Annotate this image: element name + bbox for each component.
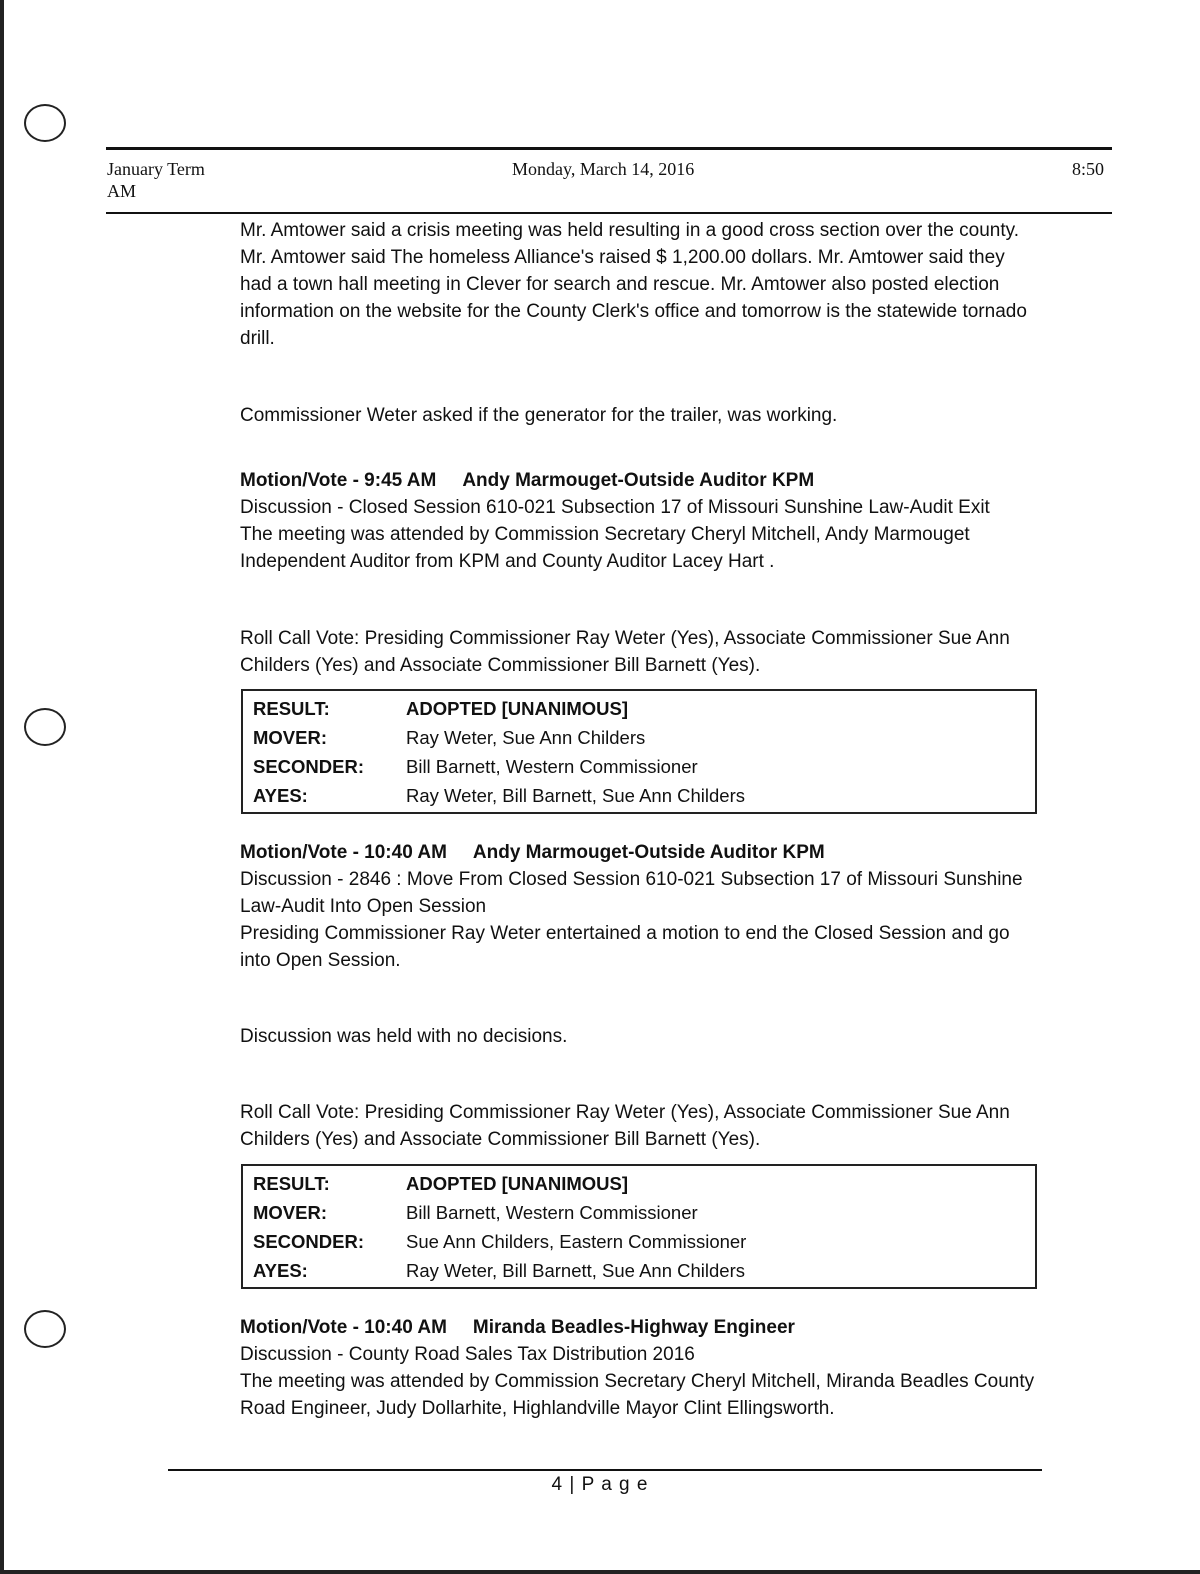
scan-bottom-edge — [0, 1570, 1200, 1574]
vote-result-box — [241, 1164, 1037, 1289]
header-rule-top — [106, 147, 1112, 150]
punch-hole-icon — [24, 708, 66, 746]
punch-hole-icon — [24, 104, 66, 142]
seconder-row: SECONDER: Sue Ann Childers, Eastern Commissioner — [253, 1231, 747, 1252]
motion-detail: The meeting was attended by Commission Secretary Cheryl Mitchell, Miranda Beadles County Road Engineer, Judy Dollarhite, Highlandville Mayor Clint Ellingsworth. — [240, 1371, 1035, 1419]
vote-result-box — [241, 689, 1037, 814]
motion-discussion: Discussion - Closed Session 610-021 Subsection 17 of Missouri Sunshine Law-Audit Exit — [240, 497, 990, 518]
roll-call-vote: Roll Call Vote: Presiding Commissioner Ray Weter (Yes), Associate Commissioner Sue Ann Childers (Yes) and Associate Commissioner Bill Barnett (Yes). — [240, 1102, 1010, 1150]
seconder-row: SECONDER: Bill Barnett, Western Commissioner — [253, 756, 698, 777]
page-number: 4 | P a g e — [551, 1474, 649, 1495]
mover-row: MOVER: Bill Barnett, Western Commissioner — [253, 1202, 698, 1223]
header-rule-bottom — [106, 212, 1112, 214]
motion-heading: Motion/Vote - 10:40 AM Miranda Beadles-Highway Engineer — [240, 1317, 795, 1338]
amtower-paragraph: Mr. Amtower said a crisis meeting was held resulting in a good cross section over the county. Mr. Amtower said The homeless Alliance's raised $ 1,200.00 dollars. Mr. Amtower said they had a town hall meeting in Clever for search and rescue. Mr. Amtower also posted election information on the website for the County Clerk's office and tomorrow is the statewide tornado drill. — [240, 220, 1027, 349]
footer-rule — [168, 1469, 1042, 1471]
ayes-row: AYES: Ray Weter, Bill Barnett, Sue Ann Childers — [253, 1260, 745, 1281]
motion-note: Discussion was held with no decisions. — [240, 1026, 568, 1047]
generator-paragraph: Commissioner Weter asked if the generator for the trailer, was working. — [240, 405, 838, 426]
motion-heading: Motion/Vote - 10:40 AM Andy Marmouget-Outside Auditor KPM — [240, 842, 825, 863]
motion-detail: Presiding Commissioner Ray Weter entertained a motion to end the Closed Session and go into Open Session. — [240, 923, 1010, 971]
result-row: RESULT: ADOPTED [UNANIMOUS] — [253, 698, 628, 719]
motion-discussion: Discussion - 2846 : Move From Closed Session 610-021 Subsection 17 of Missouri Sunshine Law-Audit Into Open Session — [240, 869, 1023, 917]
scan-left-edge — [0, 0, 4, 1574]
mover-row: MOVER: Ray Weter, Sue Ann Childers — [253, 727, 646, 748]
header-time: 8:50 — [1072, 159, 1105, 179]
motion-heading: Motion/Vote - 9:45 AM Andy Marmouget-Outside Auditor KPM — [240, 470, 815, 491]
header-term: January Term AM — [107, 159, 205, 201]
punch-hole-icon — [24, 1310, 66, 1348]
result-row: RESULT: ADOPTED [UNANIMOUS] — [253, 1173, 628, 1194]
motion-detail: The meeting was attended by Commission Secretary Cheryl Mitchell, Andy Marmouget Independent Auditor from KPM and County Auditor Lacey Hart . — [240, 524, 970, 572]
roll-call-vote: Roll Call Vote: Presiding Commissioner Ray Weter (Yes), Associate Commissioner Sue Ann Childers (Yes) and Associate Commissioner Bill Barnett (Yes). — [240, 628, 1010, 676]
ayes-row: AYES: Ray Weter, Bill Barnett, Sue Ann Childers — [253, 785, 745, 806]
header-date: Monday, March 14, 2016 — [512, 159, 695, 179]
motion-discussion: Discussion - County Road Sales Tax Distribution 2016 — [240, 1344, 695, 1365]
